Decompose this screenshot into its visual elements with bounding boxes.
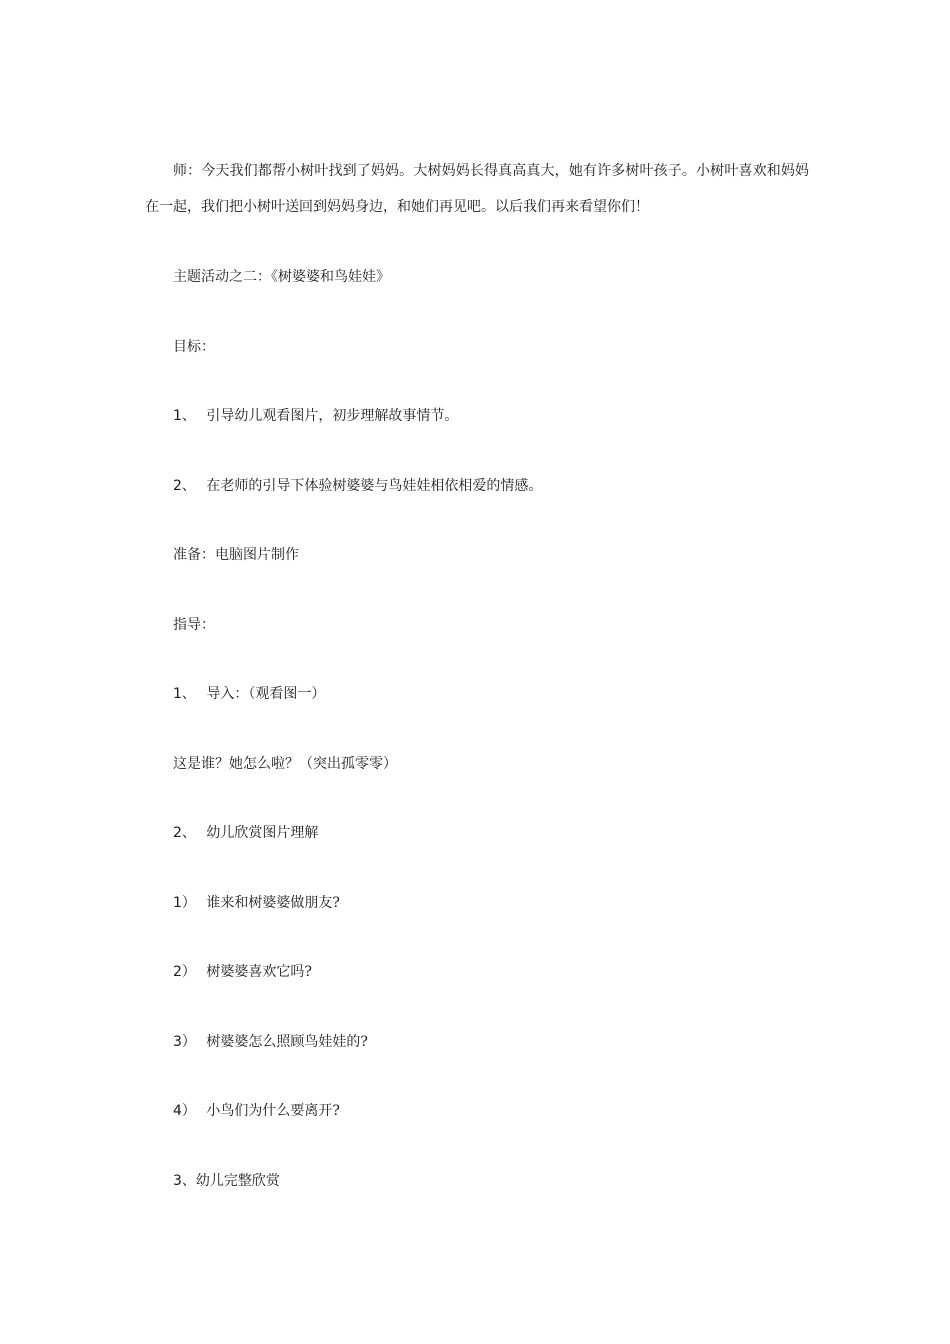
goal-number: 1、 [173, 408, 196, 424]
question-number: 3） [173, 1034, 196, 1050]
question-item-1 [173, 894, 340, 912]
preparation-line: 准备：电脑图片制作 [173, 547, 299, 563]
activity-title: 主题活动之二：《树婆婆和鸟娃娃》 [173, 269, 390, 285]
question-number: 1） [173, 895, 196, 911]
goals-label: 目标： [173, 339, 215, 355]
question-number: 4） [173, 1103, 196, 1119]
goal-text: 在老师的引导下体验树婆婆与鸟娃娃相依相爱的情感。 [206, 478, 543, 494]
question-item-2 [173, 963, 312, 981]
guidance-label: 指导： [173, 617, 215, 633]
step-text: 幼儿完整欣赏 [195, 1173, 280, 1189]
step-2 [173, 824, 318, 842]
question-item-3 [173, 1033, 368, 1051]
goal-number: 2、 [173, 478, 196, 494]
step-number: 3、 [173, 1173, 196, 1189]
question-text: 树婆婆怎么照顾鸟娃娃的? [206, 1034, 368, 1050]
step-1 [173, 685, 325, 703]
step-number: 2、 [173, 825, 196, 841]
question-text: 树婆婆喜欢它吗? [206, 964, 312, 980]
question-item-4 [173, 1102, 340, 1120]
goal-item-1 [173, 407, 458, 425]
step-number: 1、 [173, 686, 196, 702]
step-3 [173, 1172, 280, 1190]
goal-text: 引导幼儿观看图片，初步理解故事情节。 [206, 408, 459, 424]
intro-paragraph: 师：今天我们都帮小树叶找到了妈妈。大树妈妈长得真高真大，她有许多树叶孩子。小树叶喜欢和妈妈在一起，我们把小树叶送回到妈妈身边，和她们再见吧。以后我们再来看望你们！ [145, 163, 809, 215]
question-text: 小鸟们为什么要离开? [206, 1103, 340, 1119]
step-1-question: 这是谁？她怎么啦？（突出孤零零） [173, 756, 397, 772]
goal-item-2 [173, 477, 542, 495]
question-text: 谁来和树婆婆做朋友? [206, 895, 340, 911]
question-number: 2） [173, 964, 196, 980]
step-text: 幼儿欣赏图片理解 [206, 825, 319, 841]
step-text: 导入：（观看图一） [206, 686, 326, 702]
